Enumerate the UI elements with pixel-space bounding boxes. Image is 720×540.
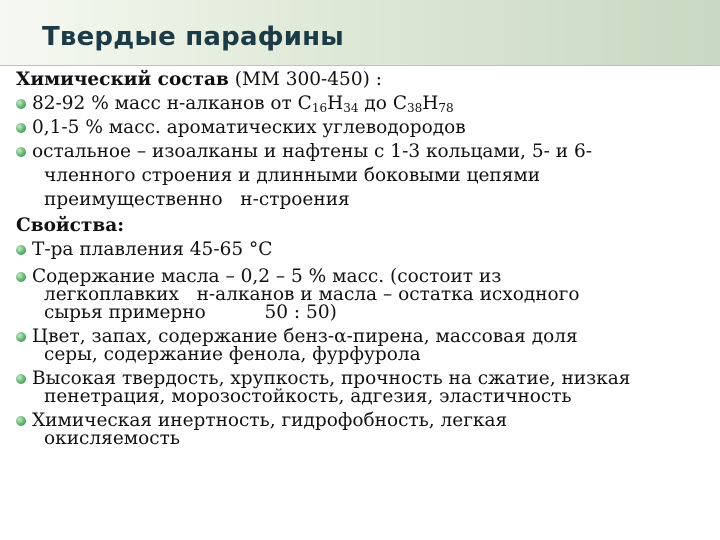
hydrogen-end-subscript: 78	[438, 101, 454, 115]
hydrogen-symbol-2: Н	[422, 93, 439, 114]
composition-heading	[16, 68, 712, 92]
composition-item-alkanes	[16, 92, 712, 116]
bullet-icon	[16, 245, 26, 255]
property-hardness	[16, 370, 712, 406]
melting-point-text: Т-ра плавления 45-65 °С	[32, 239, 273, 260]
composition-item-aromatics	[16, 116, 712, 140]
bullet-icon	[16, 272, 26, 282]
composition-heading-range: (ММ 300-450) :	[228, 69, 382, 90]
alkanes-to-text: до С	[358, 93, 407, 114]
slide-title: Твердые парафины	[42, 22, 344, 52]
color-smell-line-2: серы, содержание фенола, фурфурола	[44, 344, 421, 365]
bullet-icon	[16, 99, 26, 109]
bullet-icon	[16, 416, 26, 426]
bullet-icon	[16, 332, 26, 342]
color-smell-line-1: Цвет, запах, содержание бенз-α-пирена, массовая доля	[32, 326, 578, 347]
inertness-line-1: Химическая инертность, гидрофобность, легкая	[32, 410, 508, 431]
rest-line-3: преимущественно н-строения	[44, 189, 350, 210]
carbon-start-subscript: 16	[311, 101, 328, 115]
oil-content-line-3: сырья примерно 50 : 50)	[44, 302, 337, 323]
title-band	[0, 0, 720, 66]
composition-item-rest	[16, 140, 712, 212]
oil-content-line-1: Содержание масла – 0,2 – 5 % масс. (состоит из	[32, 266, 502, 287]
properties-heading: Свойства:	[16, 215, 125, 236]
bullet-icon	[16, 374, 26, 384]
hydrogen-start-subscript: 34	[343, 101, 359, 115]
property-color-smell	[16, 328, 712, 364]
carbon-end-subscript: 38	[406, 101, 423, 115]
inertness-line-2: окисляемость	[44, 428, 180, 449]
alkanes-text: 82-92 % масс н-алканов от С	[32, 93, 312, 114]
property-melting-point	[16, 238, 712, 262]
bullet-icon	[16, 123, 26, 133]
bullet-icon	[16, 147, 26, 157]
hardness-line-1: Высокая твердость, хрупкость, прочность на сжатие, низкая	[32, 368, 631, 389]
oil-content-line-2: легкоплавких н-алканов и масла – остатка исходного	[44, 284, 580, 305]
hydrogen-symbol-1: Н	[327, 93, 344, 114]
rest-line-1: остальное – изоалканы и нафтены с 1-3 кольцами, 5- и 6-	[32, 141, 593, 162]
aromatics-text: 0,1-5 % масс. ароматических углеводородов	[32, 117, 466, 138]
composition-heading-label: Химический состав	[16, 69, 229, 90]
property-inertness	[16, 412, 712, 448]
rest-line-2: членного строения и длинными боковыми цепями	[44, 165, 541, 186]
slide-body	[16, 68, 712, 448]
hardness-line-2: пенетрация, морозостойкость, адгезия, эластичность	[44, 386, 572, 407]
property-oil-content	[16, 268, 712, 322]
